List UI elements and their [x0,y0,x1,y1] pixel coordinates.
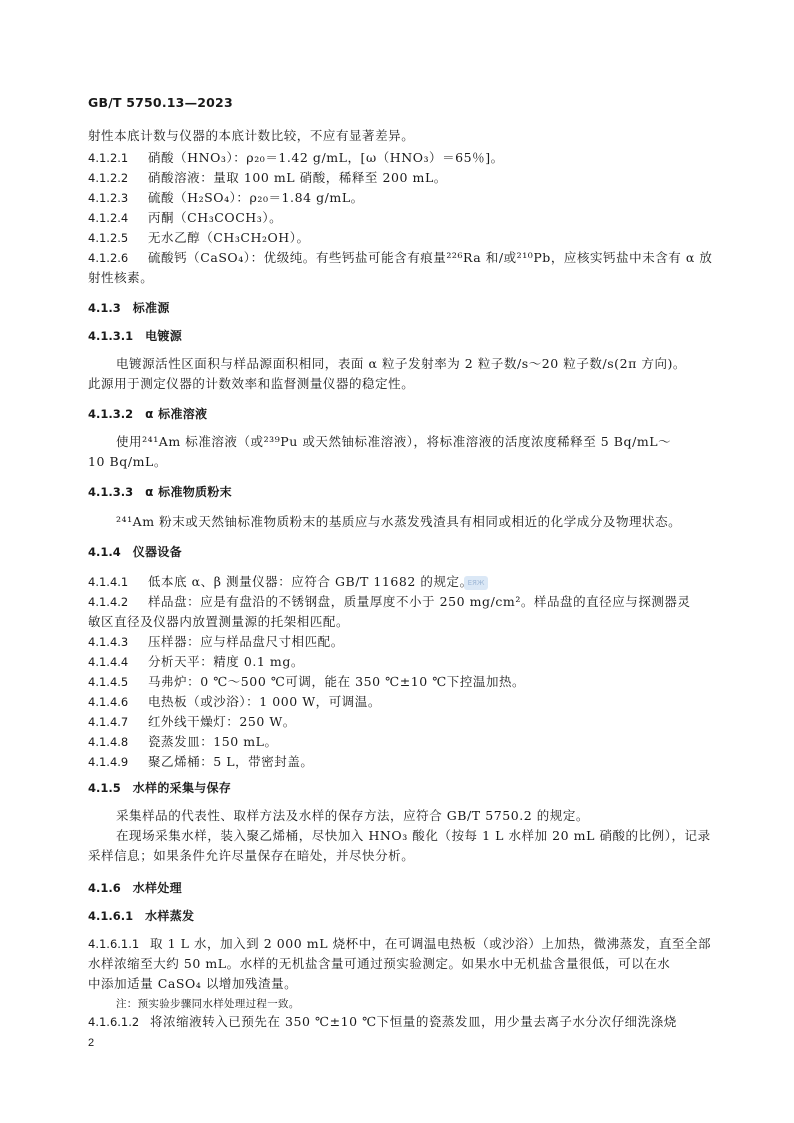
paragraph-line: 电镀源活性区面积与样品源面积相同，表面 α 粒子发射率为 2 粒子数/s～20 粒子数/s(2π 方向)。 [116,356,686,371]
watermark-logo: ЕЯЖ [464,576,488,590]
section-title: 电镀源 [145,329,183,343]
section-heading-4-1-5 [88,780,231,796]
clause-4-1-4-2 [88,594,691,610]
clause-text: 聚乙烯桶：5 L，带密封盖。 [148,754,314,769]
clause-4-1-6-1-1 [88,936,711,952]
clause-number: 4.1.4.7 [88,715,129,729]
clause-text: 无水乙醇（CH₃CH₂OH）。 [148,230,310,245]
clause-number: 4.1.4.8 [88,735,129,749]
section-heading-4-1-4 [88,544,182,560]
clause-text: 低本底 α、β 测量仪器：应符合 GB/T 11682 的规定。 [148,574,473,589]
clause-number: 4.1.2.4 [88,211,129,225]
clause-4-1-2-1 [88,150,504,166]
section-heading-4-1-3-1 [88,328,182,344]
clause-text: 硫酸钙（CaSO₄）：优级纯。有些钙盐可能含有痕量²²⁶Ra 和/或²¹⁰Pb，应核实钙盐中未含有 α 放 [148,250,713,265]
clause-number: 4.1.4.9 [88,755,129,769]
section-heading-4-1-3-2 [88,406,207,422]
paragraph-line: ²⁴¹Am 粉末或天然铀标准物质粉末的基质应与水蒸发残渣具有相同或相近的化学成分及物理状态。 [116,514,682,529]
clause-4-1-4-9 [88,754,313,770]
clause-number: 4.1.4.6 [88,695,129,709]
paragraph-line: 使用²⁴¹Am 标准溶液（或²³⁹Pu 或天然铀标准溶液），将标准溶液的活度浓度稀释至 5 Bq/mL～ [116,434,672,449]
paragraph-line: 采集样品的代表性、取样方法及水样的保存方法，应符合 GB/T 5750.2 的规定。 [116,808,589,823]
clause-4-1-4-5 [88,674,525,690]
clause-4-1-4-3 [88,634,344,650]
clause-4-1-4-4 [88,654,304,670]
section-number: 4.1.4 [88,545,121,559]
clause-4-1-4-6 [88,694,381,710]
page-number: 2 [88,1037,95,1049]
section-title: 水样的采集与保存 [132,781,232,795]
clause-number: 4.1.2.3 [88,191,129,205]
paragraph-line: 水样浓缩至大约 50 mL。水样的无机盐含量可通过预实验测定。如果水中无机盐含量很低，可以在水 [88,956,671,971]
clause-number: 4.1.4.1 [88,575,129,589]
section-number: 4.1.3.3 [88,485,134,499]
clause-text: 硝酸溶液：量取 100 mL 硝酸，稀释至 200 mL。 [148,170,447,185]
paragraph-line: 10 Bq/mL。 [88,454,167,469]
section-title: 仪器设备 [132,545,182,559]
clause-number: 4.1.4.4 [88,655,129,669]
clause-4-1-2-3 [88,190,364,206]
clause-4-1-4-2-cont: 敏区直径及仪器内放置测量源的托架相匹配。 [88,614,350,629]
clause-4-1-4-1 [88,574,473,590]
clause-number: 4.1.6.1.2 [88,1015,140,1029]
clause-4-1-6-1-2 [88,1014,677,1030]
paragraph-line: 在现场采集水样，装入聚乙烯桶，尽快加入 HNO₃ 酸化（按每 1 L 水样加 20 mL 硝酸的比例），记录 [116,828,711,843]
standard-header: GB/T 5750.13—2023 [88,95,233,110]
clause-number: 4.1.4.3 [88,635,129,649]
clause-text: 红外线干燥灯：250 W。 [148,714,296,729]
clause-4-1-4-8 [88,734,278,750]
section-title: 水样蒸发 [145,909,195,923]
section-title: α 标准溶液 [145,407,208,421]
section-number: 4.1.3.1 [88,329,134,343]
section-number: 4.1.3 [88,301,121,315]
clause-4-1-2-5 [88,230,310,246]
section-heading-4-1-3-3 [88,484,232,500]
section-heading-4-1-6-1 [88,908,194,924]
clause-number: 4.1.2.1 [88,151,129,165]
paragraph-line: 采样信息；如果条件允许尽量保存在暗处，并尽快分析。 [88,848,415,863]
clause-4-1-2-6-cont: 射性核素。 [88,270,154,285]
section-heading-4-1-6 [88,880,182,896]
clause-text: 取 1 L 水，加入到 2 000 mL 烧杯中，在可调温电热板（或沙浴）上加热，微沸蒸发，直至全部 [150,936,712,951]
clause-text: 压样器：应与样品盘尺寸相匹配。 [148,634,344,649]
clause-number: 4.1.6.1.1 [88,937,140,951]
clause-text: 分析天平：精度 0.1 mg。 [148,654,304,669]
clause-4-1-2-6 [88,250,712,266]
clause-4-1-2-2 [88,170,447,186]
paragraph-line: 射性本底计数与仪器的本底计数比较，不应有显著差异。 [88,128,415,143]
clause-number: 4.1.4.2 [88,595,129,609]
clause-text: 瓷蒸发皿：150 mL。 [148,734,278,749]
clause-text: 马弗炉：0 ℃～500 ℃可调，能在 350 ℃±10 ℃下控温加热。 [148,674,526,689]
paragraph-line: 此源用于测定仪器的计数效率和监督测量仪器的稳定性。 [88,376,415,391]
clause-text: 电热板（或沙浴）：1 000 W，可调温。 [148,694,381,709]
section-title: α 标准物质粉末 [145,485,232,499]
clause-number: 4.1.4.5 [88,675,129,689]
clause-number: 4.1.2.5 [88,231,129,245]
section-number: 4.1.5 [88,781,121,795]
section-number: 4.1.6 [88,881,121,895]
section-number: 4.1.6.1 [88,909,134,923]
clause-text: 样品盘：应是有盘沿的不锈钢盘，质量厚度不小于 250 mg/cm²。样品盘的直径应与探测器灵 [148,594,691,609]
clause-text: 丙酮（CH₃COCH₃）。 [148,210,283,225]
clause-text: 硫酸（H₂SO₄）：ρ₂₀＝1.84 g/mL。 [148,190,364,205]
section-title: 水样处理 [132,881,182,895]
section-title: 标准源 [132,301,170,315]
clause-text: 硝酸（HNO₃）：ρ₂₀＝1.42 g/mL，[ω（HNO₃）＝65％]。 [148,150,504,165]
clause-number: 4.1.2.6 [88,251,129,265]
section-heading-4-1-3 [88,300,170,316]
clause-4-1-4-7 [88,714,296,730]
clause-number: 4.1.2.2 [88,171,129,185]
note-line: 注：预实验步骤同水样处理过程一致。 [116,998,300,1010]
clause-text: 将浓缩液转入已预先在 350 ℃±10 ℃下恒量的瓷蒸发皿，用少量去离子水分次仔细洗涤烧 [150,1014,677,1029]
paragraph-line: 中添加适量 CaSO₄ 以增加残渣量。 [88,976,298,991]
clause-4-1-2-4 [88,210,282,226]
section-number: 4.1.3.2 [88,407,134,421]
